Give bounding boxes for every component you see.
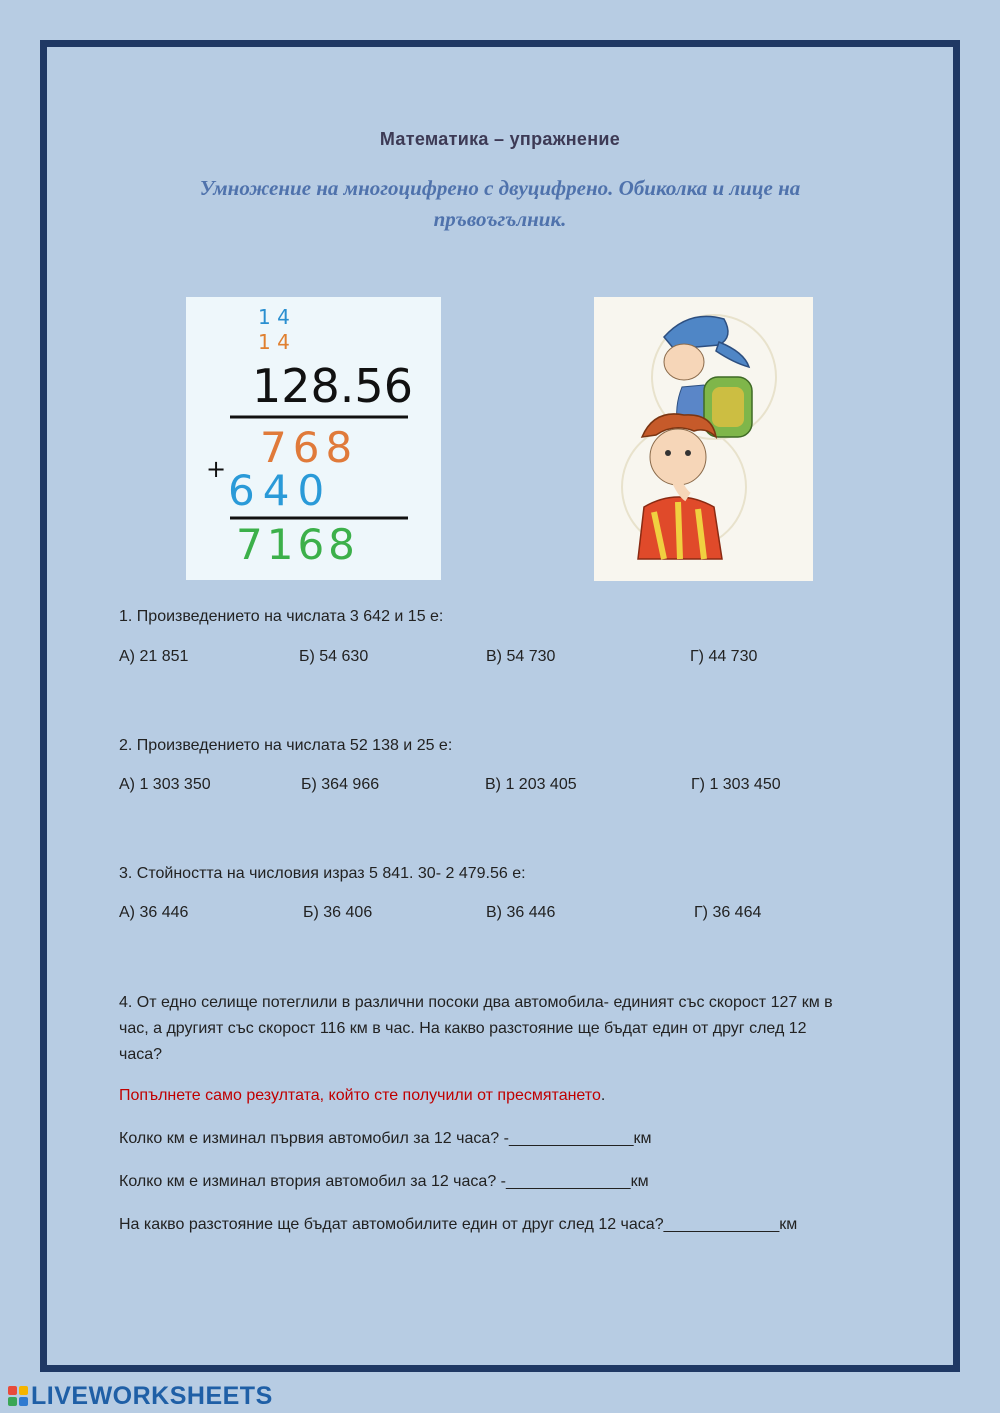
fill-in-second-car[interactable]: Колко км е изминал втория автомобил за 12 часа? -______________км — [119, 1173, 649, 1190]
question-4-line-2: час, а другият със скорост 116 км в час. На какво разстояние ще бъдат един от друг след 12 — [119, 1020, 807, 1037]
instruction-note — [119, 1083, 605, 1109]
fill-in-distance[interactable]: На какво разстояние ще бъдат автомобилите един от друг след 12 часа?_____________км — [119, 1216, 798, 1233]
question-1: 1. Произведението на числата 3 642 и 15 е: — [119, 608, 444, 625]
partial-product-2: 640 — [228, 466, 333, 515]
q1-option-g[interactable]: Г) 44 730 — [690, 648, 758, 665]
multiplication-expression: 128.56 — [252, 359, 413, 413]
question-4-line-1: 4. От едно селище потеглили в различни посоки два автомобила- единият със скорост 127 км в — [119, 994, 833, 1011]
multiplication-image — [186, 297, 441, 580]
subject-title: Математика – упражнение — [379, 129, 621, 149]
logo-text: LIVEWORKSHEETS — [31, 1381, 273, 1410]
liveworksheets-logo[interactable] — [8, 1382, 273, 1410]
question-4 — [119, 990, 833, 1068]
q2-option-g[interactable]: Г) 1 303 450 — [691, 776, 781, 793]
q2-option-a[interactable]: А) 1 303 350 — [119, 776, 211, 793]
question-2: 2. Произведението на числата 52 138 и 25 е: — [119, 737, 453, 754]
q3-option-a[interactable]: А) 36 446 — [119, 904, 189, 921]
result: 7168 — [236, 520, 359, 569]
logo-cubes-icon — [8, 1386, 28, 1406]
instruction-note-period: . — [600, 1087, 606, 1104]
topic-heading: Умножение на многоцифрено с двуцифрено. Обиколка и лице на пръвоъгълник. — [199, 176, 801, 231]
question-3: 3. Стойността на числовия израз 5 841. 30- 2 479.56 е: — [119, 865, 526, 882]
q1-option-a[interactable]: А) 21 851 — [119, 648, 189, 665]
q2-option-v[interactable]: В) 1 203 405 — [485, 776, 577, 793]
children-illustration — [594, 297, 813, 581]
instruction-note-text: Попълнете само резултата, който сте получили от пресмятането — [119, 1087, 601, 1104]
carry-bottom: 1 4 — [258, 330, 290, 354]
fill-in-first-car[interactable]: Колко км е изминал първия автомобил за 12 часа? -______________км — [119, 1130, 652, 1147]
q2-option-b[interactable]: Б) 364 966 — [301, 776, 380, 793]
partial-product-1: 768 — [260, 423, 359, 472]
q1-option-v[interactable]: В) 54 730 — [486, 648, 556, 665]
carry-top: 1 4 — [258, 305, 290, 329]
q1-option-b[interactable]: Б) 54 630 — [299, 648, 369, 665]
question-4-line-3: часа? — [119, 1046, 163, 1063]
q3-option-b[interactable]: Б) 36 406 — [303, 904, 373, 921]
worksheet-frame — [40, 40, 960, 1372]
q3-option-g[interactable]: Г) 36 464 — [694, 904, 762, 921]
q3-option-v[interactable]: В) 36 446 — [486, 904, 556, 921]
plus-sign: + — [206, 455, 227, 483]
